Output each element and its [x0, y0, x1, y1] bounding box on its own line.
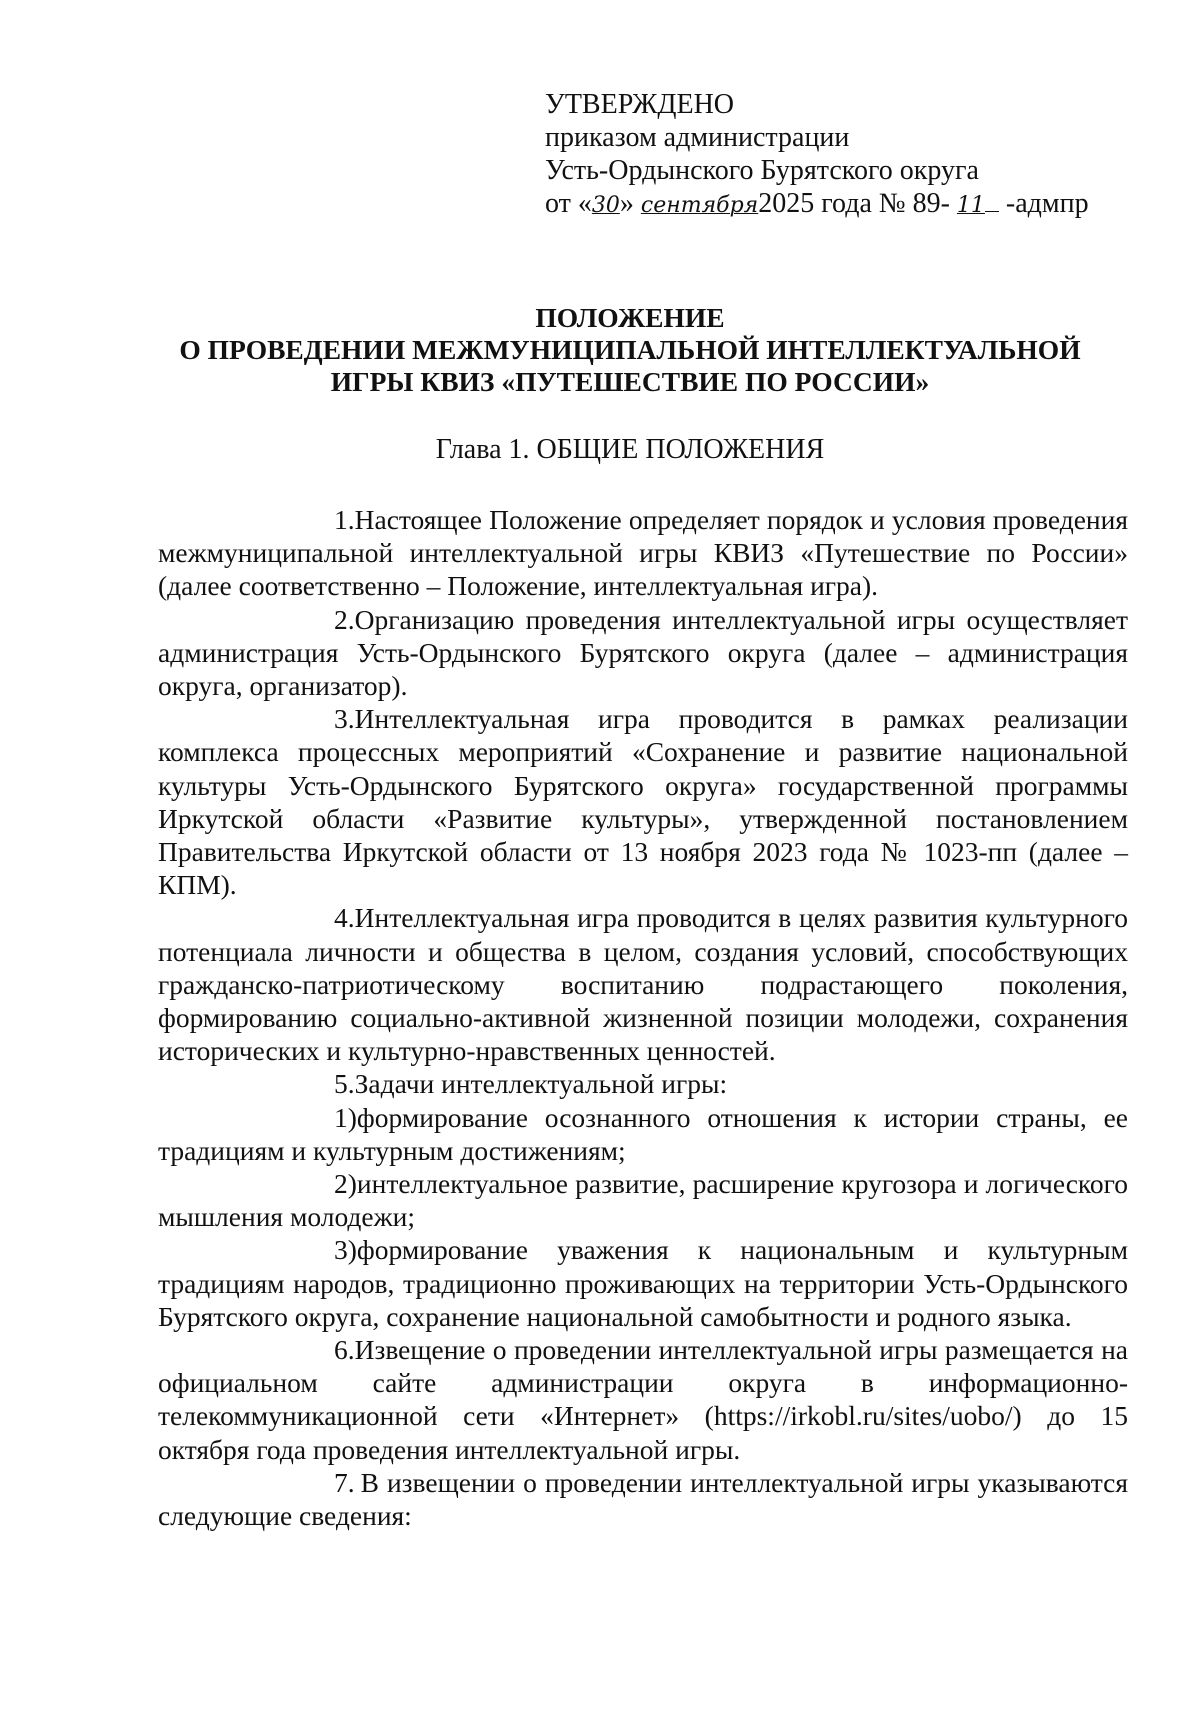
list-item-number: 3) — [334, 1234, 357, 1266]
paragraph-number: 5. — [334, 1068, 355, 1100]
year-text: 2025 года № 89- — [758, 188, 950, 219]
list-item-text: формирование уважения к национальным и культурным традициям народов, традиционно проживающих на территории Усть-Ордынского Бурятского округа, сохранение национальной самобытности и родного языка. — [158, 1234, 1128, 1332]
paragraph-text: Интеллектуальная игра проводится в целях развития культурного потенциала личности и общества в целом, создания условий, способствующих гражданско-патриотическому воспитанию подрастающего поколения, формированию социально-активной жизненной позиции молодежи, сохранения исторических и культурно-нравственных ценностей. — [158, 902, 1128, 1067]
paragraph-text: Задачи интеллектуальной игры: — [354, 1068, 728, 1100]
list-item-number: 1) — [334, 1101, 357, 1133]
handwritten-month: сентября — [640, 193, 759, 218]
approval-line-2: Усть-Ордынского Бурятского округа — [545, 155, 979, 186]
paragraph — [158, 1333, 1128, 1466]
list-item-text: формирование осознанного отношения к истории страны, ее традициям и культурным достижениям; — [158, 1101, 1128, 1166]
paragraph-text: Извещение о проведении интеллектуальной игры размещается на официальном сайте администрации округа в информационно-телекоммуникационной сети «Интернет» (https://irkobl.ru/sites/uobo/) до 15 октября года проведения интеллектуальной игры. — [158, 1334, 1128, 1465]
date-mid: » — [619, 188, 641, 219]
paragraph — [158, 901, 1128, 1067]
approval-block — [545, 88, 1105, 222]
underline-blank — [985, 210, 999, 212]
date-prefix: от « — [545, 188, 592, 219]
paragraph-number: 3. — [334, 703, 355, 735]
paragraph-text: Организацию проведения интеллектуальной игры осуществляет администрация Усть-Ордынского Бурятского округа (далее – администрация округа, организатор). — [158, 603, 1128, 702]
title-line-2: О ПРОВЕДЕНИИ МЕЖМУНИЦИПАЛЬНОЙ ИНТЕЛЛЕКТУАЛЬНОЙ — [179, 334, 1081, 365]
document-title — [130, 302, 1130, 398]
list-item-number: 2) — [334, 1168, 357, 1200]
chapter-heading: Глава 1. ОБЩИЕ ПОЛОЖЕНИЯ — [435, 434, 825, 465]
approval-heading: УТВЕРЖДЕНО — [545, 89, 735, 120]
list-item — [158, 1101, 1128, 1167]
paragraph-number: 2. — [334, 603, 355, 635]
handwritten-order-number: 11 — [956, 193, 985, 218]
paragraph-text: Интеллектуальная игра проводится в рамках реализации комплекса процессных мероприятий «Сохранение и развитие национальной культуры Усть-Ордынского Бурятского округа» государственной программы Иркутской области «Развитие культуры», утвержденной постановлением Правительства Иркутской области от 13 ноября 2023 года № 1023-пп (далее – КПМ). — [158, 703, 1128, 901]
paragraph-number: 6. — [334, 1334, 355, 1366]
paragraph — [158, 503, 1128, 603]
paragraph — [158, 603, 1128, 703]
paragraph-number: 7. — [334, 1466, 355, 1498]
title-line-3: ИГРЫ КВИЗ «ПУТЕШЕСТВИЕ ПО РОССИИ» — [330, 366, 930, 397]
approval-line-1: приказом администрации — [545, 122, 850, 153]
paragraph — [158, 1466, 1128, 1532]
document-body — [158, 503, 1128, 1532]
approval-date-line — [545, 187, 1105, 222]
paragraph-number: 1. — [334, 504, 355, 535]
order-suffix: -адмпр — [1005, 188, 1089, 219]
paragraph — [158, 702, 1128, 901]
list-item — [158, 1233, 1128, 1333]
title-line-1: ПОЛОЖЕНИЕ — [535, 302, 725, 333]
handwritten-day: 30 — [591, 193, 620, 218]
paragraph-text: Настоящее Положение определяет порядок и условия проведения межмуниципальной интеллектуальной игры КВИЗ «Путешествие по России» (далее соответственно – Положение, интеллектуальная игра). — [158, 504, 1128, 602]
paragraph-number: 4. — [334, 902, 355, 934]
paragraph-text: В извещении о проведении интеллектуальной игры указываются следующие сведения: — [158, 1466, 1128, 1532]
paragraph — [158, 1067, 1128, 1100]
list-item — [158, 1167, 1128, 1233]
list-item-text: интеллектуальное развитие, расширение кругозора и логического мышления молодежи; — [158, 1168, 1128, 1233]
